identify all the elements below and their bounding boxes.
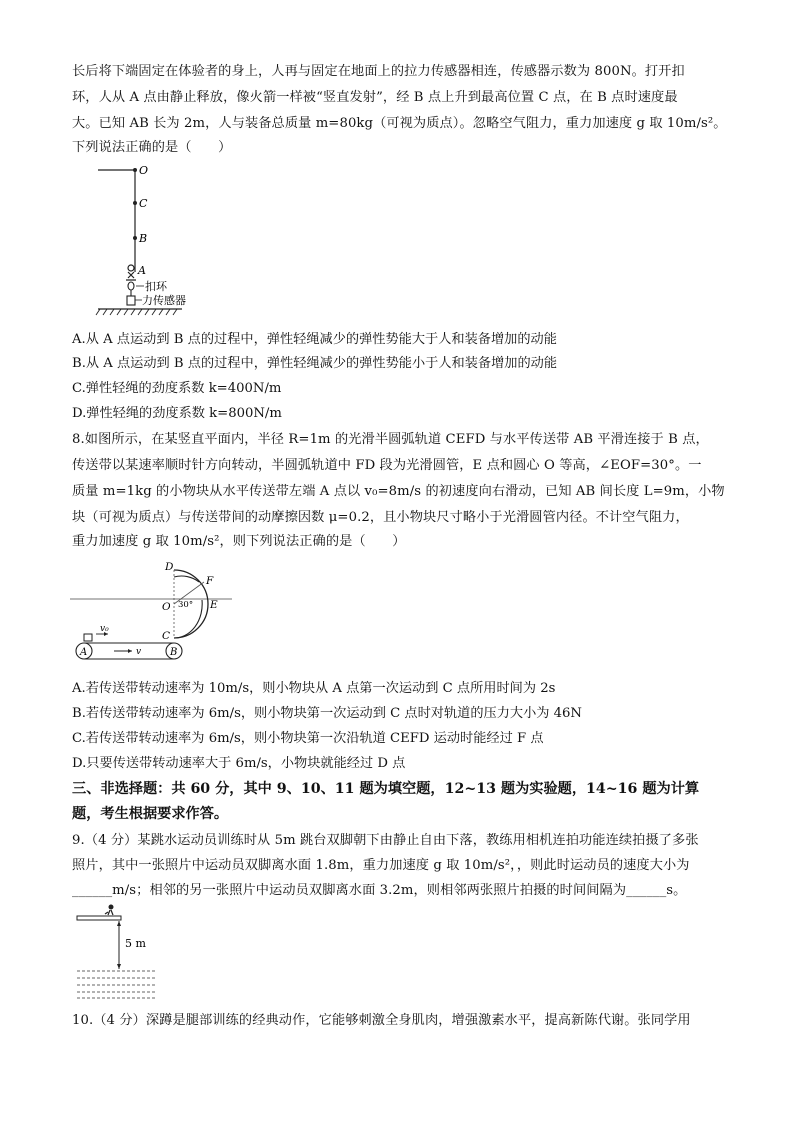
q8-option-b: B.若传送带转动速率为 6m/s，则小物块第一次运动到 C 点时对轨道的压力大小为 46N bbox=[72, 706, 582, 721]
q7-option-a: A.从 A 点运动到 B 点的过程中，弹性轻绳减少的弹性势能大于人和装备增加的动能 bbox=[72, 332, 557, 347]
q7-fig-label-b: B bbox=[139, 232, 148, 245]
q7-fig-label-buckle: 扣环 bbox=[145, 280, 167, 293]
q7-fig-label-o: O bbox=[139, 164, 149, 177]
q9-fig-label-height: 5 m bbox=[125, 937, 146, 950]
q8-fig-label-a: A bbox=[80, 647, 88, 658]
q8-option-c: C.若传送带转动速率为 6m/s，则小物块第一次沿轨道 CEFD 运动时能经过 F 点 bbox=[72, 731, 544, 746]
q7-line-1: 长后将下端固定在体验者的身上，人再与固定在地面上的拉力传感器相连，传感器示数为 800N。打开扣 bbox=[72, 64, 685, 79]
q8-line-2: 传送带以某速率顺时针方向转动，半圆弧轨道中 FD 段为光滑圆管，E 点和圆心 O 等高，∠EOF=30°。一 bbox=[72, 458, 702, 473]
q8-fig-label-e: E bbox=[210, 599, 218, 611]
q7-option-b: B.从 A 点运动到 B 点的过程中，弹性轻绳减少的弹性势能小于人和装备增加的动能 bbox=[72, 356, 558, 371]
q9-line-1: 9.（4 分）某跳水运动员训练时从 5m 跳台双脚朝下由静止自由下落，教练用相机连拍功能连续拍摄了多张 bbox=[72, 833, 699, 848]
q8-option-a: A.若传送带转动速率为 10m/s，则小物块从 A 点第一次运动到 C 点所用时间为 2s bbox=[72, 681, 556, 696]
q7-line-4: 下列说法正确的是（ ） bbox=[72, 140, 232, 155]
section-three-line-1: 三、非选择题：共 60 分，其中 9、10、11 题为填空题，12~13 题为实验题，14~16 题为计算 bbox=[72, 781, 700, 797]
q8-figure bbox=[70, 560, 245, 665]
q7-fig-label-a: A bbox=[138, 264, 146, 277]
q8-fig-label-b: B bbox=[170, 647, 178, 658]
q8-fig-label-v: v bbox=[136, 647, 142, 657]
q7-option-d: D.弹性轻绳的劲度系数 k=800N/m bbox=[72, 406, 282, 421]
q7-figure bbox=[90, 160, 240, 322]
q8-line-4: 块（可视为质点）与传送带间的动摩擦因数 μ=0.2，且小物块尺寸略小于光滑圆管内径。不计空气阻力， bbox=[72, 510, 689, 525]
q8-line-3: 质量 m=1kg 的小物块从水平传送带左端 A 点以 v₀=8m/s 的初速度向右滑动，已知 AB 间长度 L=9m，小物 bbox=[72, 484, 725, 499]
q9-figure bbox=[75, 902, 165, 1002]
q9-line-3: ______m/s；相邻的另一张照片中运动员双脚离水面 3.2m，则相邻两张照片拍摄的时间间隔为______s。 bbox=[72, 883, 687, 898]
q7-fig-label-sensor: 力传感器 bbox=[142, 294, 186, 307]
q8-fig-label-angle: 30° bbox=[178, 600, 194, 610]
q8-line-1: 8.如图所示，在某竖直平面内，半径 R=1m 的光滑半圆弧轨道 CEFD 与水平传送带 AB 平滑连接于 B 点， bbox=[72, 432, 709, 447]
q7-line-2: 环，人从 A 点由静止释放，像火箭一样被“竖直发射”，经 B 点上升到最高位置 C 点，在 B 点时速度最 bbox=[72, 90, 678, 105]
q8-line-5: 重力加速度 g 取 10m/s²，则下列说法正确的是（ ） bbox=[72, 534, 406, 549]
q8-option-d: D.只要传送带转动速率大于 6m/s，小物块就能经过 D 点 bbox=[72, 756, 406, 771]
q8-fig-label-c: C bbox=[162, 630, 171, 642]
q8-fig-label-o: O bbox=[162, 601, 171, 613]
q9-line-2: 照片，其中一张照片中运动员双脚离水面 1.8m，重力加速度 g 取 10m/s²，，则此时运动员的速度大小为 bbox=[72, 858, 690, 873]
q8-fig-label-f: F bbox=[206, 575, 214, 587]
q7-line-3: 大。已知 AB 长为 2m，人与装备总质量 m=80kg（可视为质点）。忽略空气阻力，重力加速度 g 取 10m/s²。 bbox=[72, 116, 727, 131]
section-three-line-2: 题，考生根据要求作答。 bbox=[72, 806, 229, 822]
q7-option-c: C.弹性轻绳的劲度系数 k=400N/m bbox=[72, 381, 282, 396]
q8-fig-label-d: D bbox=[165, 561, 174, 573]
q10-line-1: 10.（4 分）深蹲是腿部训练的经典动作，它能够刺激全身肌肉，增强激素水平，提高新陈代谢。张同学用 bbox=[72, 1013, 691, 1028]
q7-fig-label-c: C bbox=[139, 197, 148, 210]
q8-fig-label-v0: v₀ bbox=[100, 624, 109, 634]
